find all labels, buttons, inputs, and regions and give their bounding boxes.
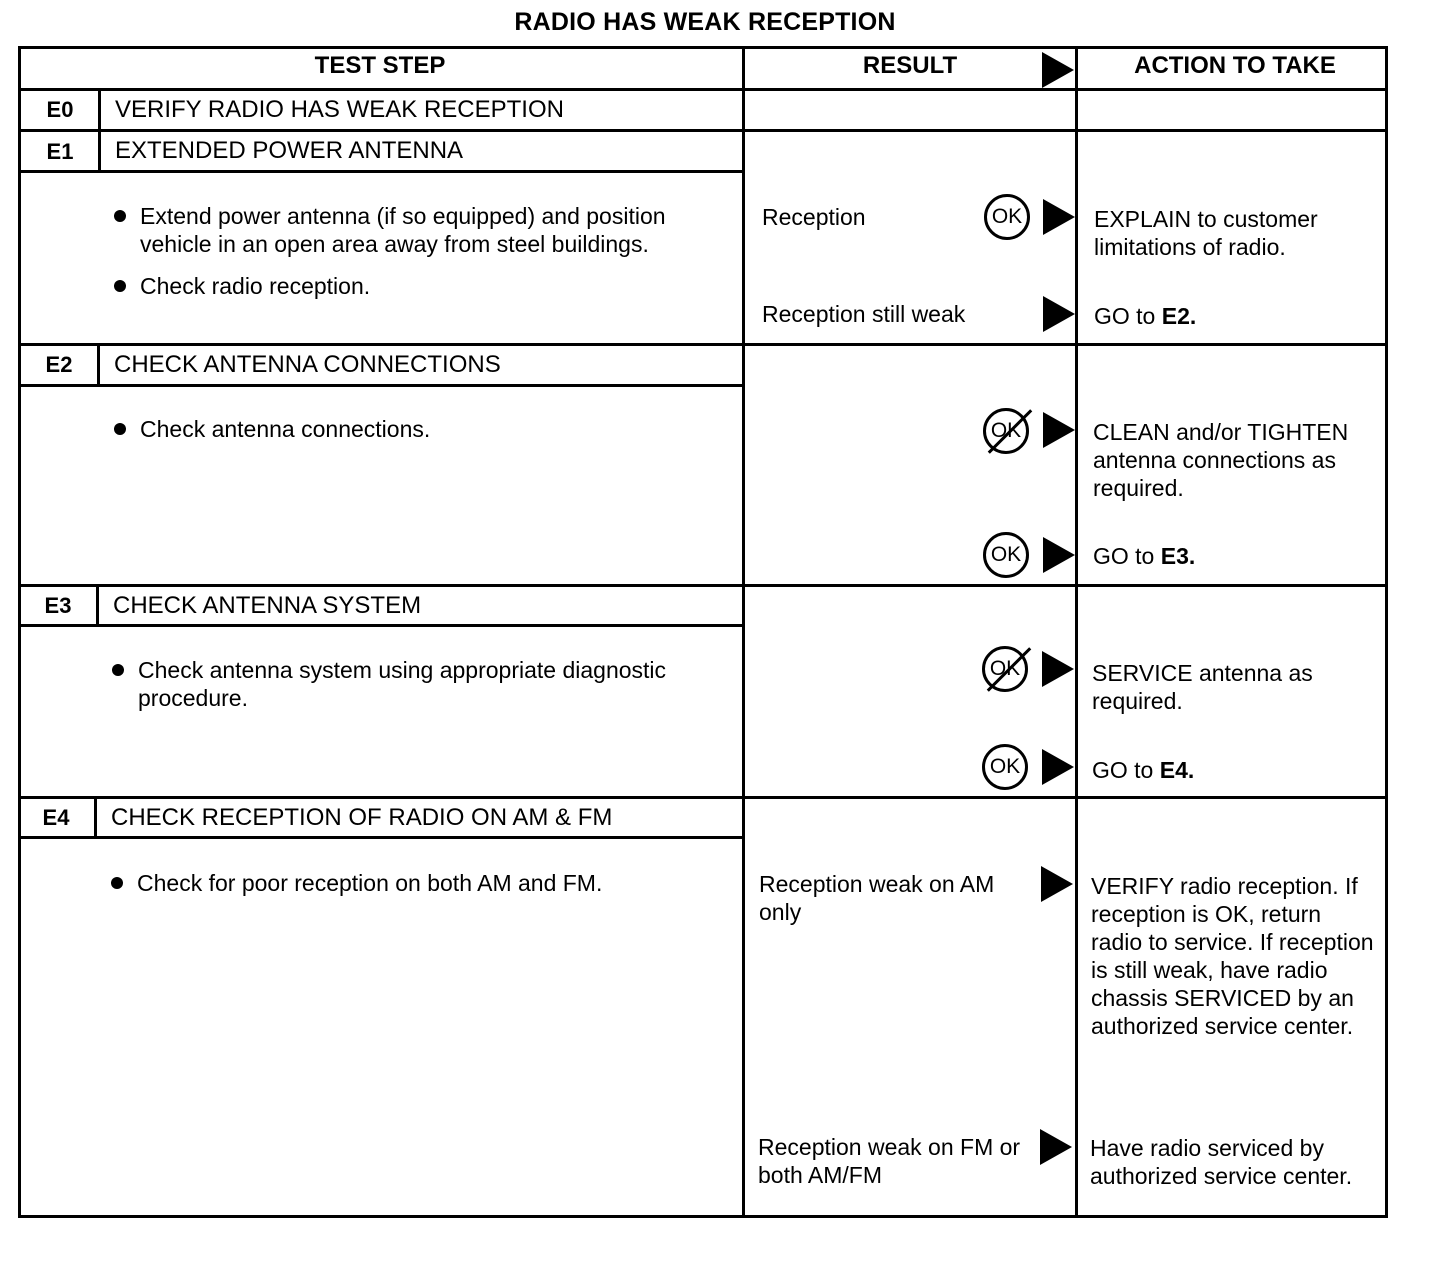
step-bullet: Check antenna system using appropriate diagnostic procedure. [138, 656, 728, 712]
result-text: Reception still weak [762, 301, 966, 327]
header-test-step: TEST STEP [314, 52, 446, 79]
step-code: E3 [44, 593, 72, 618]
ok-icon: OK [983, 532, 1029, 578]
bullet-icon [111, 877, 123, 889]
ok-icon: OK [982, 744, 1028, 790]
result-text: Reception weak on FM or both AM/FM [758, 1134, 1021, 1188]
step-title: VERIFY RADIO HAS WEAK RECEPTION [115, 96, 564, 123]
arrow-icon [1042, 749, 1074, 785]
action-text: Have radio serviced by authorized service center. [1090, 1135, 1353, 1189]
not-ok-icon: OK [982, 646, 1028, 692]
header-arrow-icon [1042, 52, 1074, 88]
step-title-rule [18, 170, 745, 173]
action-text: EXPLAIN to customer limitations of radio. [1094, 206, 1318, 260]
header-action: ACTION TO TAKE [1134, 52, 1336, 79]
bullet-icon [114, 210, 126, 222]
action-text: GO to E2. [1094, 303, 1197, 329]
step-bullet: Check for poor reception on both AM and FM. [137, 869, 727, 897]
action-text: GO to E4. [1092, 757, 1195, 783]
header-result: RESULT [862, 52, 958, 79]
bullet-icon [114, 280, 126, 292]
row-rule [18, 343, 1388, 346]
step-bullet: Check antenna connections. [140, 415, 730, 443]
page-title: RADIO HAS WEAK RECEPTION [514, 8, 896, 36]
step-bullet: Check radio reception. [140, 272, 730, 300]
row-rule [18, 796, 1388, 799]
arrow-icon [1041, 866, 1073, 902]
step-title: CHECK ANTENNA CONNECTIONS [114, 351, 501, 378]
action-text: GO to E3. [1093, 543, 1196, 569]
bullet-icon [114, 423, 126, 435]
step-title: CHECK ANTENNA SYSTEM [113, 592, 422, 619]
header-rule [18, 88, 1388, 91]
arrow-icon [1042, 651, 1074, 687]
column-divider-action [1075, 46, 1078, 1218]
row-rule [18, 129, 1388, 132]
action-text: VERIFY radio reception. If reception is OK, return radio to service. If reception is still weak, have radio chassis SERVICED by an authorized service center. [1091, 873, 1374, 1039]
not-ok-icon: OK [983, 408, 1029, 454]
step-code: E1 [46, 139, 74, 164]
ok-icon: OK [984, 194, 1030, 240]
step-title-rule [18, 836, 745, 839]
arrow-icon [1043, 537, 1075, 573]
step-title: EXTENDED POWER ANTENNA [115, 137, 464, 164]
arrow-icon [1040, 1129, 1072, 1165]
arrow-icon [1043, 296, 1075, 332]
action-text: SERVICE antenna as required. [1092, 660, 1313, 714]
result-text: Reception [762, 204, 866, 230]
arrow-icon [1043, 199, 1075, 235]
step-title-rule [18, 384, 745, 387]
step-title-rule [18, 624, 745, 627]
step-bullet: Extend power antenna (if so equipped) and position vehicle in an open area away from steel buildings. [140, 202, 730, 258]
step-title: CHECK RECEPTION OF RADIO ON AM & FM [111, 804, 613, 831]
bullet-icon [112, 664, 124, 676]
step-code: E0 [46, 97, 74, 122]
step-code: E4 [42, 805, 70, 830]
column-divider-result [742, 46, 745, 1218]
arrow-icon [1043, 412, 1075, 448]
step-code: E2 [45, 352, 73, 377]
action-text: CLEAN and/or TIGHTEN antenna connections as required. [1093, 419, 1349, 501]
row-rule [18, 584, 1388, 587]
result-text: Reception weak on AM only [759, 871, 995, 925]
